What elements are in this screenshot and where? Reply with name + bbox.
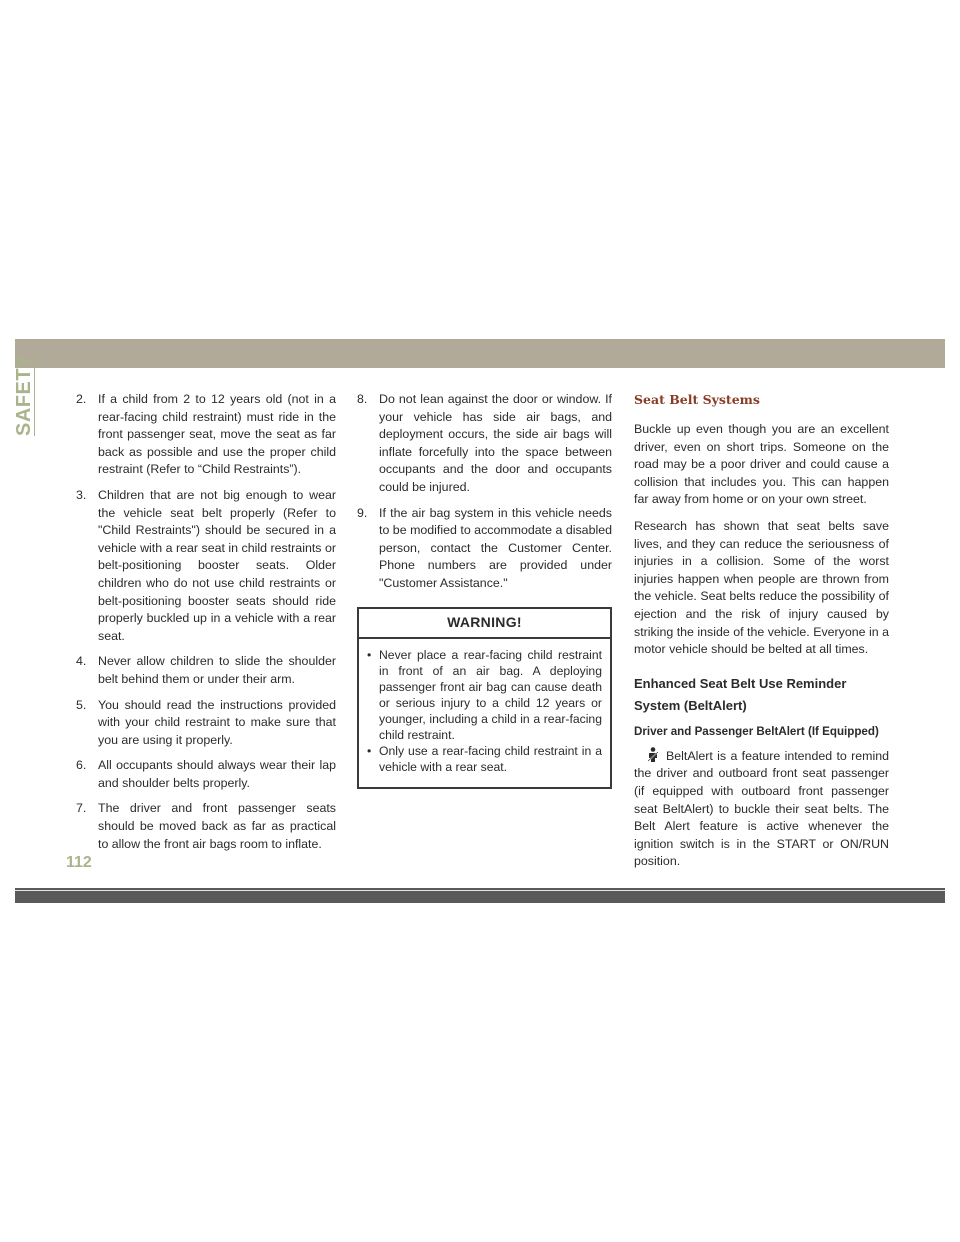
item-number: 3. xyxy=(76,487,87,502)
list-item xyxy=(357,505,612,593)
paragraph xyxy=(634,747,889,871)
item-number: 4. xyxy=(76,654,87,669)
column-2 xyxy=(357,391,612,789)
warning-item xyxy=(359,743,610,775)
warning-text: Never place a rear-facing child restraint in front of an air bag. A deploying passenger front air bag can cause death or serious injury to a child 12 years or younger, including a child in a rear-facing child restraint. xyxy=(379,648,602,743)
subheading: Enhanced Seat Belt Use Reminder System (BeltAlert) xyxy=(634,675,847,713)
item-number: 9. xyxy=(357,505,368,520)
list-item xyxy=(76,697,336,750)
item-text: If the air bag system in this vehicle needs to be modified to accommodate a disabled person, contact the Customer Center. Phone numbers are provided under "Customer Assistance." xyxy=(379,505,612,590)
column-1 xyxy=(76,391,336,861)
list-item xyxy=(357,391,612,497)
paragraph-text: BeltAlert is a feature intended to remind the driver and outboard front seat passenger (if equipped with outboard front passenger seat BeltAlert) to buckle their seat belts. The Belt Alert feature is active whenever the ignition switch is in the START or ON/RUN position. xyxy=(634,748,889,869)
warning-item xyxy=(359,647,610,743)
item-text: You should read the instructions provided with your child restraint to make sure that you are using it properly. xyxy=(98,697,336,747)
page-number: 112 xyxy=(66,854,92,871)
item-text: Do not lean against the door or window. If your vehicle has side air bags, and deployment occurs, the side air bags will inflate forcefully into the space between occupants and the door and occupants could be injured. xyxy=(379,392,612,494)
section-tab xyxy=(10,354,60,439)
list-item xyxy=(76,757,336,792)
bullet-icon: • xyxy=(367,648,372,663)
list-item xyxy=(76,653,336,688)
item-number: 2. xyxy=(76,392,87,406)
header-band xyxy=(15,339,945,368)
item-number: 8. xyxy=(357,392,368,406)
paragraph: Buckle up even though you are an excellent driver, even on short trips. Someone on the road may be a poor driver and could cause a collision that includes you. This can happen far away from home or on your own street. xyxy=(634,422,889,507)
item-number: 7. xyxy=(76,801,87,816)
item-text: If a child from 2 to 12 years old (not in a rear-facing child restraint) must ride in the front passenger seat, move the seat as far back as possible and use the proper child restraint (Refer to “Child Restraints”). xyxy=(98,392,336,477)
item-text: All occupants should always wear their lap and shoulder belts properly. xyxy=(98,758,336,790)
item-number: 5. xyxy=(76,697,87,712)
warning-text: Only use a rear-facing child restraint in a vehicle with a rear seat. xyxy=(379,744,602,775)
item-text: Children that are not big enough to wear the vehicle seat belt properly (Refer to "Child Restraints") should be secured in a vehicle with a rear seat in child restraints or belt-positioning booster seats. Older children who do not use child restraints or belt-positioning booster seats should ride properly buckled up in a vehicle with a rear seat. xyxy=(98,487,336,643)
footer-band xyxy=(15,888,945,903)
seat-belt-icon xyxy=(644,747,662,763)
column-3 xyxy=(634,391,889,880)
list-item xyxy=(76,391,336,479)
paragraph: Research has shown that seat belts save lives, and they can reduce the seriousness of injuries in a collision. Some of the worst injuries happen when people are thrown from the vehicle. Seat belts reduce the possibility of ejection and the risk of injury caused by striking the inside of the vehicle. Everyone in a motor vehicle should be belted at all times. xyxy=(634,518,889,657)
sub-subheading: Driver and Passenger BeltAlert (If Equipped) xyxy=(634,724,879,738)
warning-box xyxy=(357,607,612,790)
bullet-icon: • xyxy=(367,744,372,759)
item-text: Never allow children to slide the shoulder belt behind them or under their arm. xyxy=(98,654,336,686)
list-item xyxy=(76,800,336,853)
warning-title: WARNING! xyxy=(359,609,610,640)
item-number: 6. xyxy=(76,758,87,773)
section-tab-label: SAFETY xyxy=(13,354,35,436)
section-title: Seat Belt Systems xyxy=(634,392,760,407)
list-item xyxy=(76,487,336,645)
item-text: The driver and front passenger seats should be moved back as far as practical to allow the front air bags room to inflate. xyxy=(98,801,336,851)
